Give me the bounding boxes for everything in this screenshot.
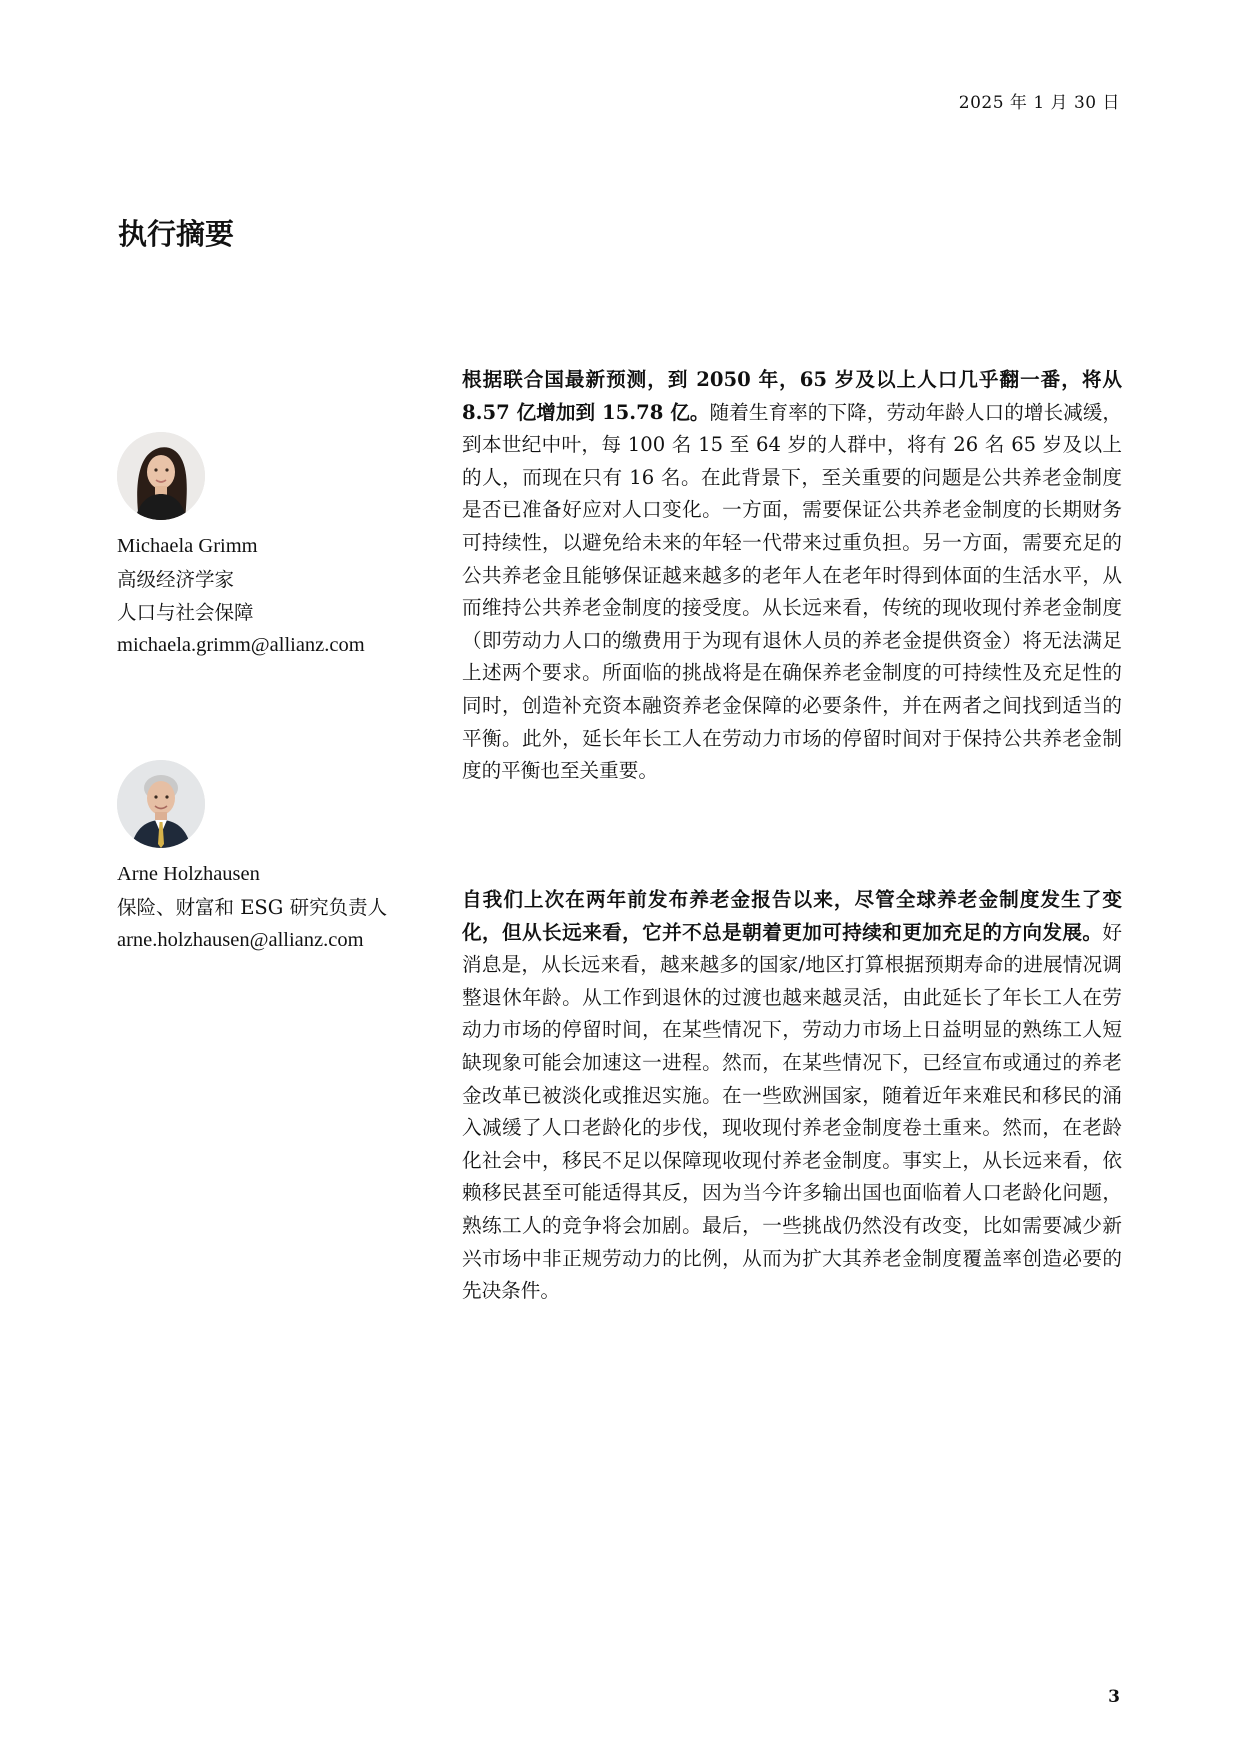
author-name: Michaela Grimm: [117, 535, 258, 557]
summary-paragraph: [462, 364, 1122, 788]
author-role: 高级经济学家: [117, 568, 235, 591]
page-title: 执行摘要: [118, 217, 235, 251]
author-email-link[interactable]: arne.holzhausen@allianz.com: [117, 929, 364, 951]
page-number: 3: [1108, 1687, 1120, 1707]
author-card: [117, 432, 447, 662]
paragraph-body: 好消息是，从长远来看，越来越多的国家/地区打算根据预期寿命的进展情况调整退休年龄。从工作到退休的过渡也越来越灵活，由此延长了年长工人在劳动力市场的停留时间，在某些情况下，劳动力市场上日益明显的熟练工人短缺现象可能会加速这一进程。然而，在某些情况下，已经宣布或通过的养老金改革已被淡化或推迟实施。在一些欧洲国家，随着近年来难民和移民的涌入减缓了人口老龄化的步伐，现收现付养老金制度卷土重来。然而，在老龄化社会中，移民不足以保障现收现付养老金制度。事实上，从长远来看，依赖移民甚至可能适得其反，因为当今许多输出国也面临着人口老龄化问题，熟练工人的竞争将会加剧。最后，一些挑战仍然没有改变，比如需要减少新兴市场中非正规劳动力的比例，从而为扩大其养老金制度覆盖率创造必要的先决条件。: [462, 920, 1122, 1303]
summary-paragraph: [462, 884, 1122, 1308]
woman-portrait-photo-icon: [117, 432, 205, 520]
report-date: 2025 年 1 月 30 日: [958, 93, 1120, 113]
author-card: [117, 760, 447, 957]
paragraph-lead: 根据联合国最新预测，到 2050 年，65 岁及以上人口几乎翻一番，将从 8.57 亿增加到 15.78 亿。: [462, 368, 1122, 424]
paragraph-lead: 自我们上次在两年前发布养老金报告以来，尽管全球养老金制度发生了变化，但从长远来看，它并不总是朝着更加可持续和更加充足的方向发展。: [462, 888, 1122, 944]
author-department: 人口与社会保障: [117, 601, 254, 624]
paragraph-body: 随着生育率的下降，劳动年龄人口的增长减缓，到本世纪中叶，每 100 名 15 至 64 岁的人群中，将有 26 名 65 岁及以上的人，而现在只有 16 名。在此背景下，至关重要的问题是公共养老金制度是否已准备好应对人口变化。一方面，需要保证公共养老金制度的长期财务可持续性，以避免给未来的年轻一代带来过重负担。另一方面，需要充足的公共养老金且能够保证越来越多的老年人在老年时得到体面的生活水平，从而维持公共养老金制度的接受度。从长远来看，传统的现收现付养老金制度（即劳动力人口的缴费用于为现有退休人员的养老金提供资金）将无法满足上述两个要求。所面临的挑战将是在确保养老金制度的可持续性及充足性的同时，创造补充资本融资养老金保障的必要条件，并在两者之间找到适当的平衡。此外，延长年长工人在劳动力市场的停留时间对于保持公共养老金制度的平衡也至关重要。: [462, 400, 1122, 783]
author-email-link[interactable]: michaela.grimm@allianz.com: [117, 634, 365, 656]
author-role: 保险、财富和 ESG 研究负责人: [117, 896, 388, 919]
man-portrait-photo-icon: [117, 760, 205, 848]
author-name: Arne Holzhausen: [117, 863, 260, 885]
